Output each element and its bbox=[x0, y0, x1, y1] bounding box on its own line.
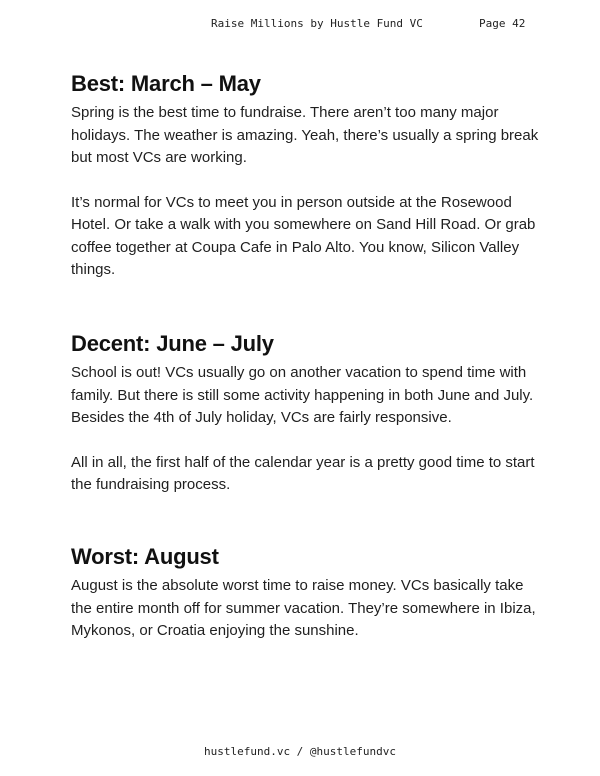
page-header bbox=[0, 17, 600, 33]
section-worst bbox=[71, 543, 541, 643]
paragraph: Spring is the best time to fundraise. There aren’t too many major holidays. The weather is amazing. Yeah, there’s usually a spring break but most VCs are working. bbox=[71, 104, 539, 166]
section-best bbox=[71, 70, 541, 282]
section-heading: Worst: August bbox=[71, 544, 219, 569]
paragraph: All in all, the first half of the calendar year is a pretty good time to start the fundraising process. bbox=[71, 453, 535, 493]
section-decent bbox=[71, 330, 541, 497]
section-heading: Best: March – May bbox=[71, 71, 261, 96]
paragraph: School is out! VCs usually go on another vacation to spend time with family. But there is still some activity happening in both June and July. Besides the 4th of July holiday, VCs are fairly responsive. bbox=[71, 364, 534, 426]
section-heading: Decent: June – July bbox=[71, 331, 274, 356]
document-title: Raise Millions by Hustle Fund VC bbox=[211, 17, 423, 30]
paragraph: August is the absolute worst time to raise money. VCs basically take the entire month off for summer vacation. They’re somewhere in Ibiza, Mykonos, or Croatia enjoying the sunshine. bbox=[71, 577, 536, 639]
page-footer bbox=[0, 745, 600, 758]
paragraph: It’s normal for VCs to meet you in person outside at the Rosewood Hotel. Or take a walk with you somewhere on Sand Hill Road. Or grab coffee together at Coupa Cafe in Palo Alto. You know, Silicon Valley things. bbox=[71, 193, 536, 278]
footer-links: hustlefund.vc / @hustlefundvc bbox=[203, 745, 397, 758]
page-number: Page 42 bbox=[479, 17, 526, 30]
